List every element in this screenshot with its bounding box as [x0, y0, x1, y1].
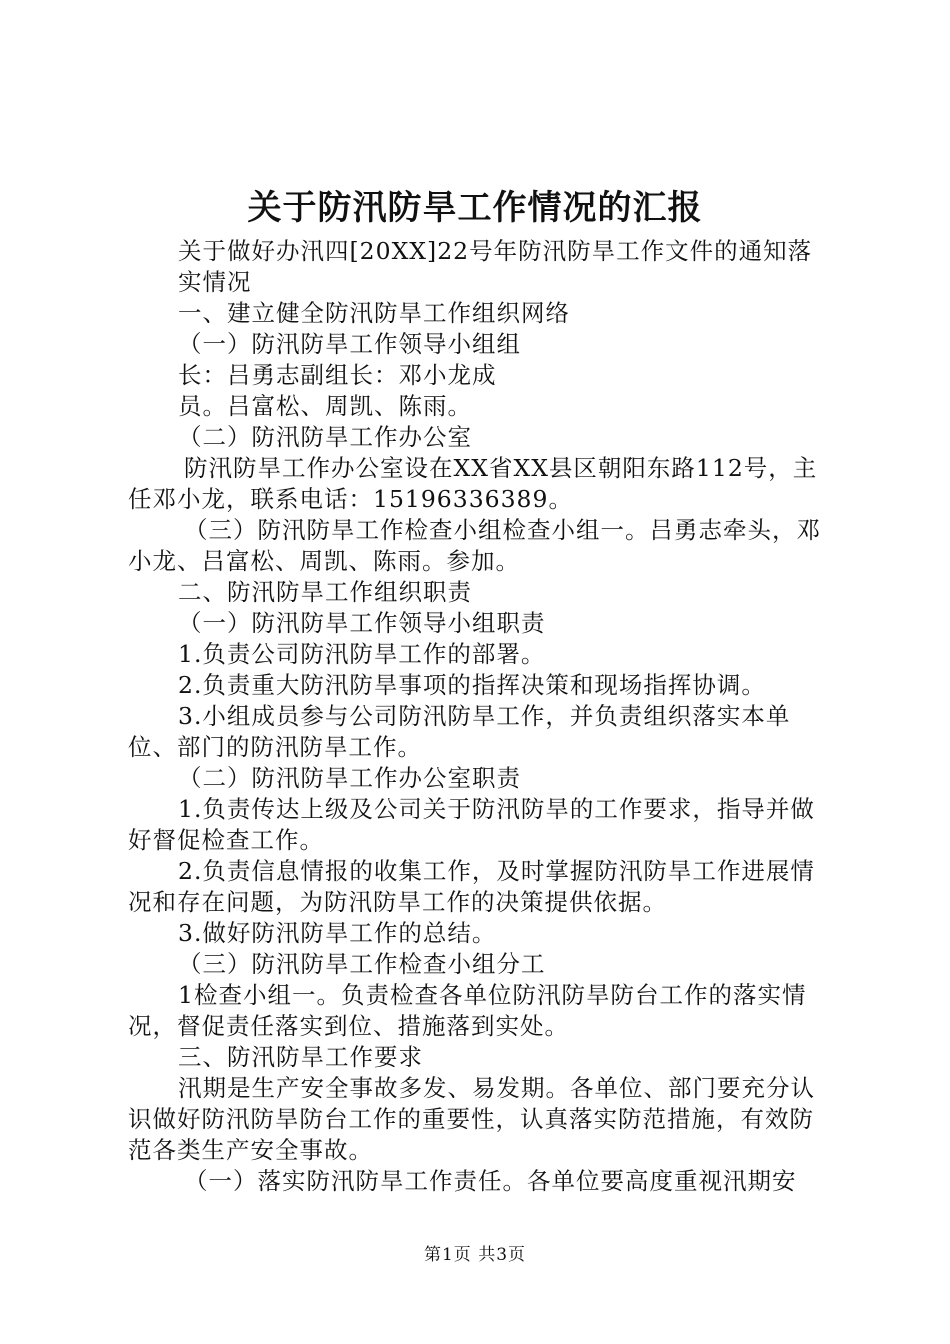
paragraph: （三）防汛防旱工作检查小组检查小组一。吕勇志牵头，邓小龙、吕富松、周凯、陈雨。参加。 [128, 516, 821, 575]
subsection-heading: （一）防汛防旱工作领导小组职责 [178, 609, 546, 637]
subsection-heading: （二）防汛防旱工作办公室职责 [178, 764, 521, 792]
subsection-heading: （一）防汛防旱工作领导小组组 [178, 330, 521, 358]
paragraph-intro: 关于做好办汛四[20XX]22号年防汛防旱工作文件的通知落实情况 [178, 237, 813, 296]
list-item: 3.小组成员参与公司防汛防旱工作，并负责组织落实本单位、部门的防汛防旱工作。 [128, 702, 791, 761]
subsection-heading: （二）防汛防旱工作办公室 [178, 423, 472, 451]
paragraph: 防汛防旱工作办公室设在XX省XX县区朝阳东路112号，主任邓小龙，联系电话：15196336389。 [128, 454, 818, 513]
list-item: 2.负责信息情报的收集工作，及时掌握防汛防旱工作进展情况和存在问题，为防汛防旱工作的决策提供依据。 [128, 857, 815, 916]
subsection-heading: （三）防汛防旱工作检查小组分工 [178, 950, 546, 978]
list-item: 1.负责传达上级及公司关于防汛防旱的工作要求，指导并做好督促检查工作。 [128, 795, 815, 854]
list-item: 2.负责重大防汛防旱事项的指挥决策和现场指挥协调。 [178, 671, 766, 699]
document-body [128, 236, 832, 1197]
paragraph: 员。吕富松、周凯、陈雨。 [178, 392, 472, 420]
section-heading-3: 三、防汛防旱工作要求 [178, 1043, 423, 1071]
list-item: 1检查小组一。负责检查各单位防汛防旱防台工作的落实情况，督促责任落实到位、措施落到实处。 [128, 981, 807, 1040]
list-item: 3.做好防汛防旱工作的总结。 [178, 919, 497, 947]
section-heading-1: 一、建立健全防汛防旱工作组织网络 [178, 299, 570, 327]
paragraph: 长：吕勇志副组长：邓小龙成 [178, 361, 497, 389]
section-heading-2: 二、防汛防旱工作组织职责 [178, 578, 472, 606]
paragraph: 汛期是生产安全事故多发、易发期。各单位、部门要充分认识做好防汛防旱防台工作的重要性，认真落实防范措施，有效防范各类生产安全事故。 [128, 1074, 815, 1164]
paragraph: （一）落实防汛防旱工作责任。各单位要高度重视汛期安 [184, 1167, 797, 1195]
page-footer: 第1页 共3页 [423, 1245, 527, 1265]
document-title: 关于防汛防旱工作情况的汇报 [247, 188, 703, 228]
list-item: 1.负责公司防汛防旱工作的部署。 [178, 640, 546, 668]
